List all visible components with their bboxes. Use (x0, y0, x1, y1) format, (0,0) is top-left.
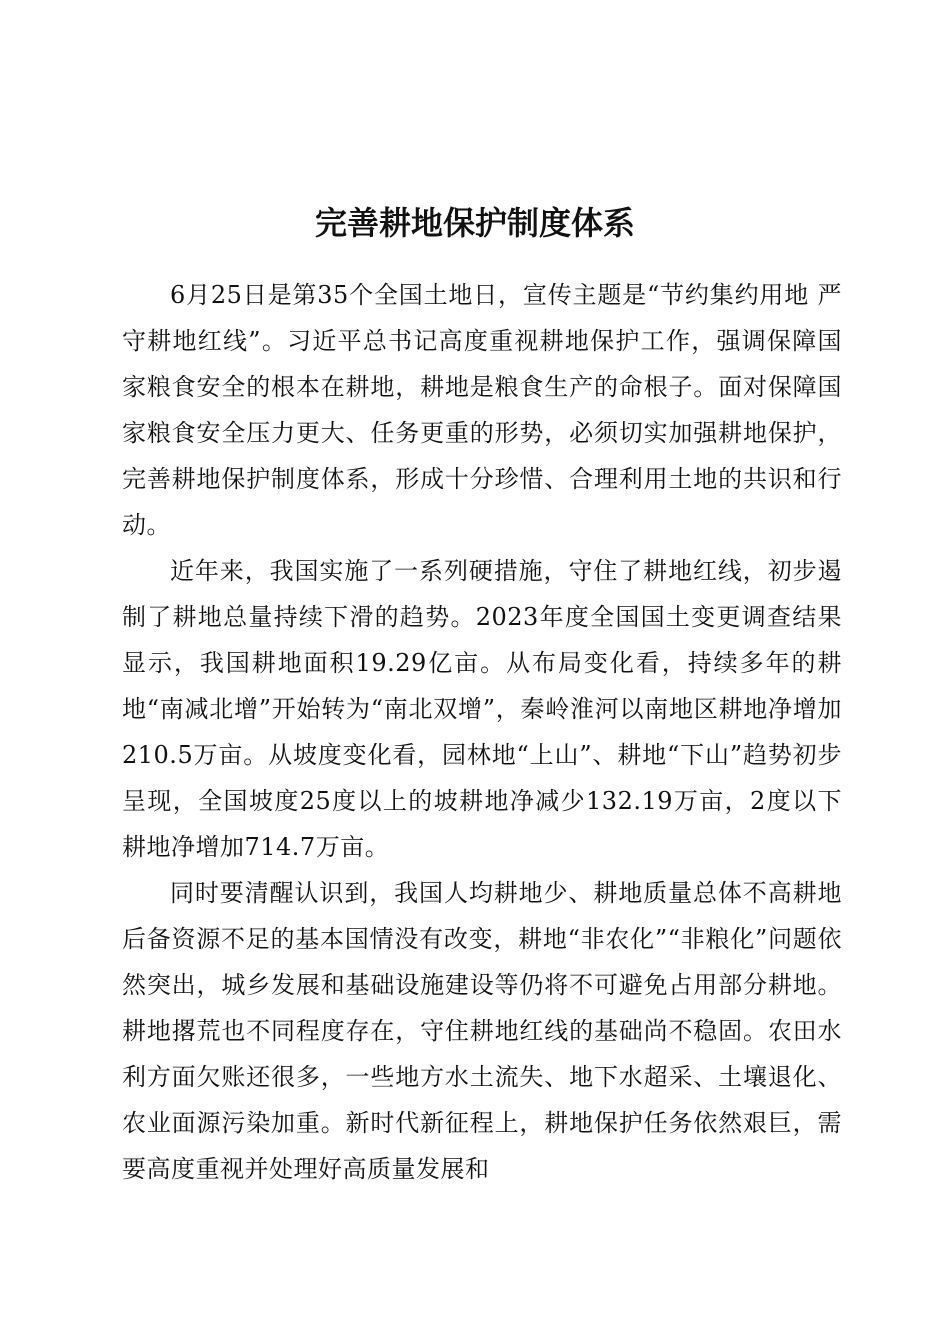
paragraph-3: 同时要清醒认识到，我国人均耕地少、耕地质量总体不高耕地后备资源不足的基本国情没有改变，耕地“非农化”“非粮化”问题依然突出，城乡发展和基础设施建设等仍将不可避免占用部分耕地。耕地撂荒也不同程度存在，守住耕地红线的基础尚不稳固。农田水利方面欠账还很多，一些地方水土流失、地下水超采、土壤退化、农业面源污染加重。新时代新征程上，耕地保护任务依然艰巨，需要高度重视并处理好高质量发展和 (122, 879, 842, 1183)
paragraph-1: 6月25日是第35个全国土地日，宣传主题是“节约集约用地 严守耕地红线”。习近平总书记高度重视耕地保护工作，强调保障国家粮食安全的根本在耕地，耕地是粮食生产的命根子。面对保障国家粮食安全压力更大、任务更重的形势，必须切实加强耕地保护，完善耕地保护制度体系，形成十分珍惜、合理利用土地的共识和行动。 (122, 281, 842, 539)
page-title: 完善耕地保护制度体系 (314, 204, 635, 243)
paragraph-2: 近年来，我国实施了一系列硬措施，守住了耕地红线，初步遏制了耕地总量持续下滑的趋势。2023年度全国国土变更调查结果显示，我国耕地面积19.29亿亩。从布局变化看，持续多年的耕地“南减北增”开始转为“南北双增”，秦岭淮河以南地区耕地净增加210.5万亩。从坡度变化看，园林地“上山”、耕地“下山”趋势初步呈现，全国坡度25度以上的坡耕地净减少132.19万亩，2度以下耕地净增加714.7万亩。 (122, 557, 842, 861)
article-body (122, 272, 842, 1192)
